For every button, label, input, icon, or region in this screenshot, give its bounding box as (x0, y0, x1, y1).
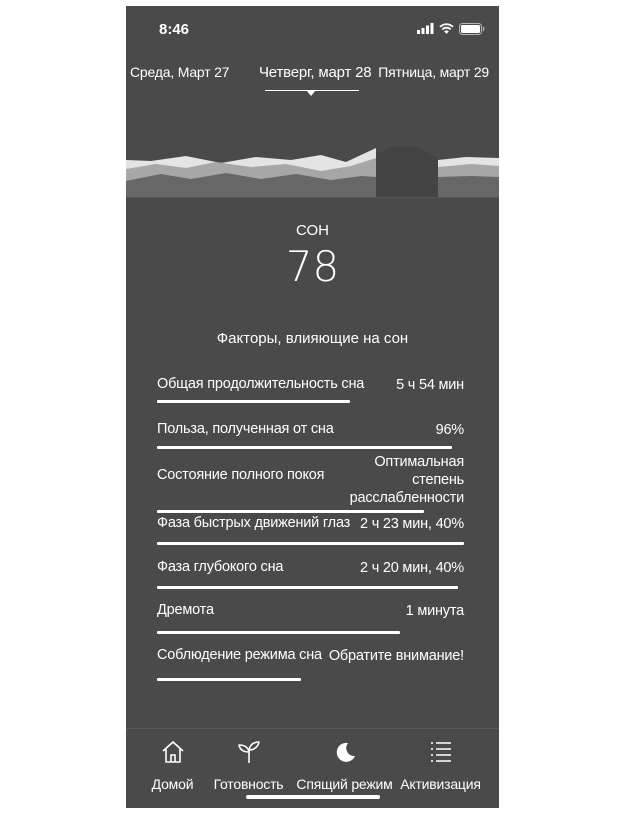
graph-layer-dark-right (438, 176, 499, 197)
sprout-icon (236, 739, 262, 765)
tab-label: Домой (151, 776, 194, 792)
factor-bar (157, 510, 424, 513)
factor-name: Соблюдение режима сна (157, 647, 322, 663)
factor-bar (157, 631, 400, 634)
factor-name: Дремота (157, 602, 214, 618)
factor-name: Фаза глубокого сна (157, 559, 284, 575)
factor-value (350, 453, 464, 507)
activity-list-icon (428, 739, 454, 765)
factor-bar (157, 586, 458, 589)
phone-screen (126, 6, 499, 808)
factor-name: Фаза быстрых движений глаз (157, 515, 351, 531)
status-icons (417, 22, 485, 35)
factor-bar (157, 446, 452, 449)
factor-value: Обратите внимание! (328, 648, 464, 664)
tab-label: Активизация (400, 776, 481, 792)
home-indicator (246, 795, 380, 799)
factor-value: 2 ч 20 мин, 40% (360, 560, 464, 576)
graph-highlight-column (376, 146, 438, 197)
moon-icon (332, 739, 358, 765)
home-icon (160, 739, 186, 765)
factor-name: Состояние полного покоя (157, 467, 325, 483)
factor-name: Польза, полученная от сна (157, 421, 334, 437)
factor-bar (157, 678, 301, 681)
factor-value: 96% (435, 422, 464, 438)
factor-bar (157, 542, 464, 545)
day-selected-caret (306, 90, 316, 96)
tab-label: Готовность (213, 776, 284, 792)
score-value: 78 (285, 242, 340, 291)
sleep-graph[interactable] (126, 146, 499, 197)
factor-value-line: степень (412, 472, 464, 488)
factor-value: 5 ч 54 мин (396, 377, 464, 393)
factor-name: Общая продолжительность сна (157, 376, 365, 392)
day-current[interactable]: Четверг, март 28 (259, 64, 372, 81)
factors-title: Факторы, влияющие на сон (216, 330, 409, 347)
tab-activity[interactable] (394, 729, 487, 808)
factor-bar (157, 400, 350, 403)
status-time: 8:46 (159, 21, 190, 38)
graph-divider (126, 197, 499, 198)
wifi-icon (439, 23, 454, 34)
tab-label: Спящий режим (296, 776, 393, 792)
factor-value: 2 ч 23 мин, 40% (360, 516, 464, 532)
day-next[interactable]: Пятница, март 29 (378, 64, 489, 80)
factor-value: 1 минута (405, 603, 464, 619)
factor-value-line: Оптимальная (374, 454, 464, 470)
signal-icon (417, 23, 434, 34)
score-label: СОН (295, 222, 329, 239)
battery-icon (459, 23, 485, 35)
factor-value-line: расслабленности (349, 490, 464, 506)
day-prev[interactable]: Среда, Март 27 (130, 64, 230, 80)
